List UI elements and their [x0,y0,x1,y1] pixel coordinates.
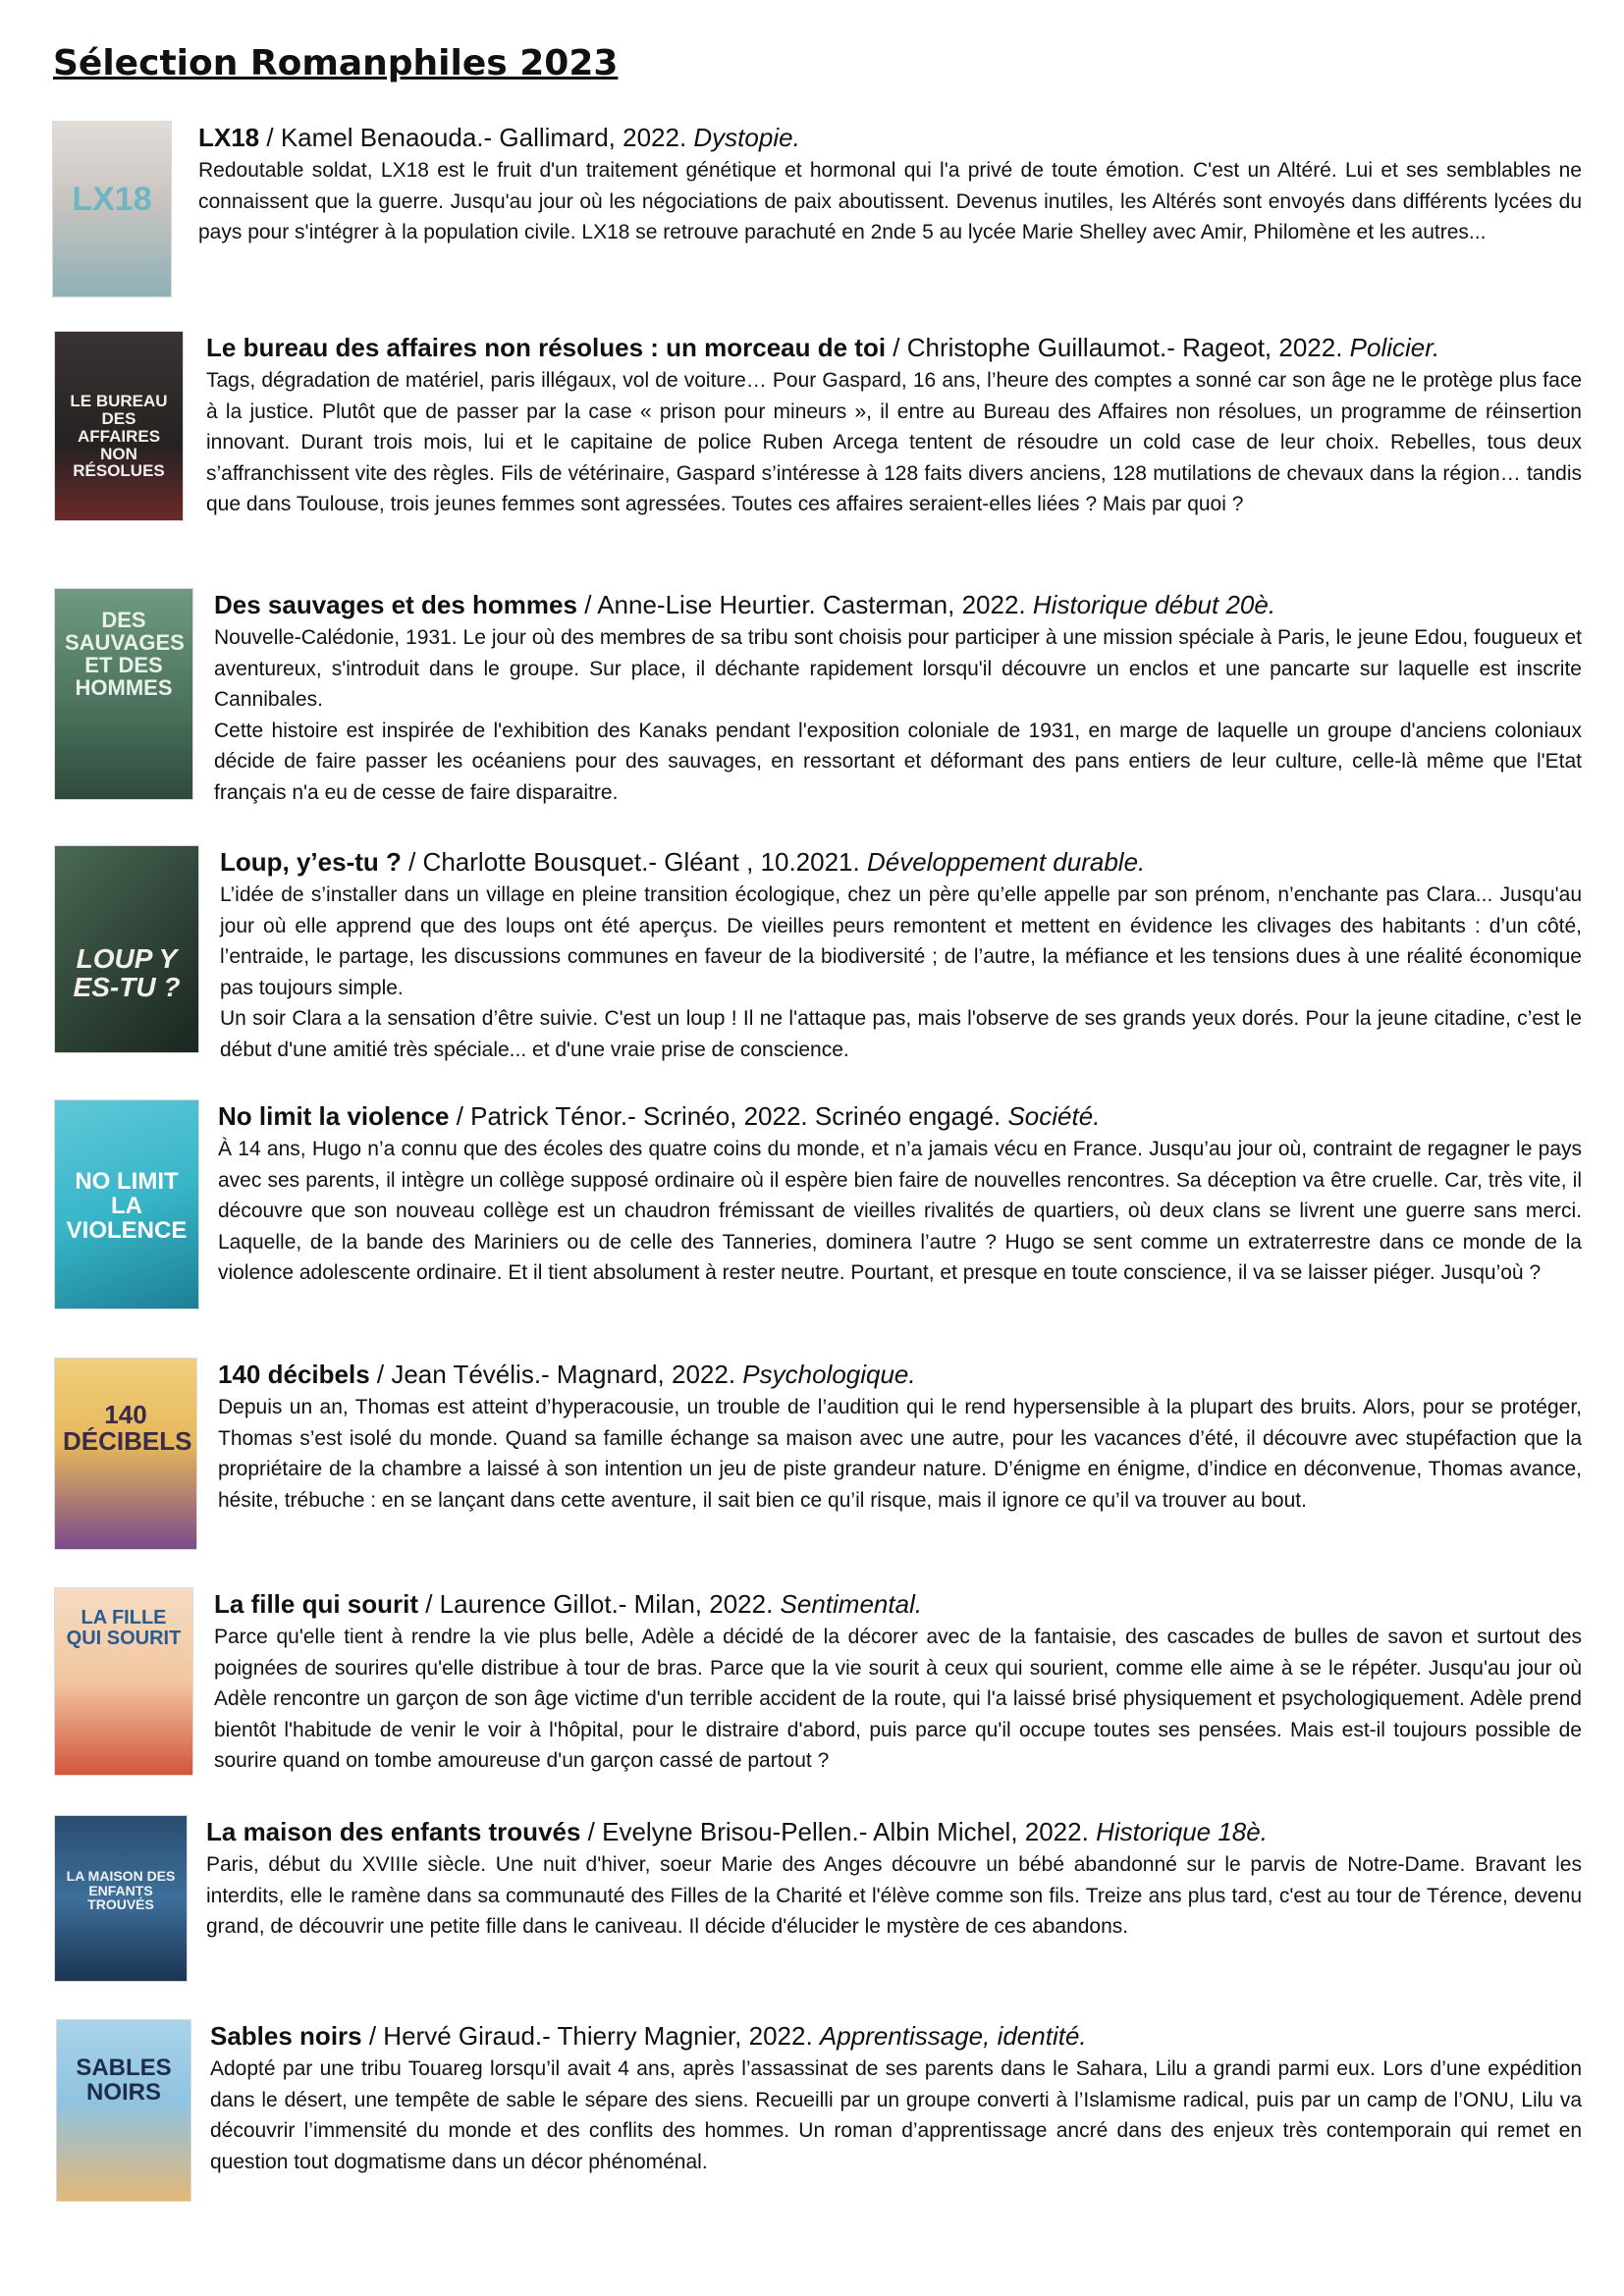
book-cover-title: SABLES NOIRS [76,2055,172,2107]
book-genre: Historique début 20è. [1032,590,1276,619]
book-entry [55,589,1582,809]
book-cover-title: LA FILLE QUI SOURIT [66,1607,182,1649]
book-summary [218,1392,1582,1516]
book-title: Des sauvages et des hommes [214,590,577,619]
book-cover [57,2020,190,2201]
book-genre: Policier. [1349,333,1440,362]
book-heading [218,1100,1582,1132]
book-details: / Jean Tévélis.- Magnard, 2022. [369,1360,743,1389]
book-summary [206,1849,1582,1943]
book-genre: Psychologique. [742,1360,916,1389]
book-entry [55,332,1582,520]
book-text [214,589,1582,809]
book-title: La fille qui sourit [214,1589,419,1619]
book-details: / Hervé Giraud.- Thierry Magnier, 2022. [361,2021,820,2051]
book-cover-title: DES SAUVAGES ET DES HOMMES [65,608,185,701]
book-cover-title: LX18 [72,181,152,218]
book-heading [198,122,1582,153]
book-cover [55,1359,196,1549]
book-summary-paragraph: Adopté par une tribu Touareg lorsqu’il avait 4 ans, après l’assassinat de ses parents dans le Sahara, Lilu a grandi parmi eux. Lors d’une expédition dans le désert, une tempête de sable le sépare des siens. Recueilli par un groupe converti à l’Islamisme radical, puis par un camp de l’ONU, Lilu va découvrir l’immensité du monde et des conflits des hommes. Un roman d’apprentissage ancré dans des enjeux très contemporain qui remet en question tout dogmatisme dans un décor phénoménal. [210,2057,1582,2173]
book-title: No limit la violence [218,1101,450,1131]
book-cover [53,122,171,296]
book-cover-title: LE BUREAU DES AFFAIRES NON RÉSOLUES [70,392,168,481]
book-text [218,1359,1582,1516]
book-cover-title: 140 DÉCIBELS [63,1400,192,1457]
book-entry [55,1816,1582,1981]
book-heading [220,846,1582,878]
book-text [206,1816,1582,1943]
book-text [206,332,1582,520]
book-details: / Laurence Gillot.- Milan, 2022. [418,1589,781,1619]
book-genre: Historique 18è. [1096,1817,1268,1846]
book-summary [206,365,1582,520]
book-summary [210,2054,1582,2177]
book-summary [218,1134,1582,1289]
book-heading [206,1816,1582,1847]
book-cover [55,589,192,799]
book-genre: Développement durable. [866,847,1146,877]
book-text [218,1100,1582,1289]
book-entry [55,1359,1582,1549]
book-details: / Anne-Lise Heurtier. Casterman, 2022. [576,590,1033,619]
book-entry [53,122,1582,296]
book-title: Loup, y’es-tu ? [220,847,402,877]
book-summary-paragraph: Tags, dégradation de matériel, paris illégaux, vol de voiture… Pour Gaspard, 16 ans, l’heure des comptes a sonné car son âge ne le protège plus face à la justice. Plutôt que de passer par la case « prison pour mineurs », il entre au Bureau des Affaires non résolues, un programme de réinsertion innovant. Durant trois mois, lui et le capitaine de police Ruben Arcega tentent de résoudre un cold case de leur choix. Rebelles, tous deux s’affranchissent vite des règles. Fils de vétérinaire, Gaspard s’intéresse à 128 faits divers anciens, 128 mutilations de chevaux dans la région… tandis que dans Toulouse, trois jeunes femmes sont agressées. Toutes ces affaires seraient-elles liées ? Mais par quoi ? [206,369,1582,516]
book-summary-paragraph: L’idée de s’installer dans un village en pleine transition écologique, chez un père qu’elle appelle par son prénom, n’enchante pas Clara... Jusqu'au jour où elle apprend que des loups ont été aperçus. De vieilles peurs remontent et mettent en évidence les clivages des habitants : d’un côté, l’entraide, le partage, les discussions communes en faveur de la biodiversité ; de l’autre, la méfiance et les tensions dues à une réalité économique pas toujours simple. [220,883,1582,999]
book-summary-paragraph: Un soir Clara a la sensation d’être suivie. C'est un loup ! Il ne l'attaque pas, mais l'observe de ses grands yeux dorés. Pour la jeune citadine, c’est le début d'une amitié très spéciale... et d'une vraie prise de conscience. [220,1007,1582,1061]
book-cover-title: NO LIMIT LA VIOLENCE [66,1168,188,1245]
book-cover [55,1100,198,1308]
book-title: LX18 [198,123,260,152]
book-summary-paragraph: Paris, début du XVIIIe siècle. Une nuit d'hiver, soeur Marie des Anges découvre un bébé abandonné sur le parvis de Notre-Dame. Bravant les interdits, elle le ramène dans sa communauté des Filles de la Charité et l'élève comme son fils. Treize ans plus tard, c'est au tour de Térence, devenu grand, de découvrir une petite fille dans le caniveau. Il décide d'élucider le mystère de ces abandons. [206,1853,1582,1939]
book-title: 140 décibels [218,1360,370,1389]
book-details: / Charlotte Bousquet.- Gléant , 10.2021. [401,847,867,877]
book-title: Le bureau des affaires non résolues : un morceau de toi [206,333,887,362]
book-entry [55,1588,1582,1777]
book-title: La maison des enfants trouvés [206,1817,581,1846]
book-genre: Société. [1007,1101,1101,1131]
book-summary-paragraph: À 14 ans, Hugo n’a connu que des écoles des quatre coins du monde, et n’a jamais vécu en France. Jusqu’au jour où, contraint de regagner le pays avec ses parents, il intègre un collège supposé ordinaire où il espère bien faire de nouvelles rencontres. Sa déception va être cruelle. Car, très vite, il découvre que son nouveau collège est un chaudron frémissant de vieilles rivalités de quartiers, où deux clans se livrent une guerre sans merci. Laquelle, de la bande des Mariniers ou de celle des Tanneries, dominera l’autre ? Hugo se sent comme un extraterrestre dans ce monde de la violence adolescente ordinaire. Et il tient absolument à rester neutre. Pourtant, et presque en toute conscience, il va se laisser piéger. Jusqu’où ? [218,1138,1582,1285]
book-cover [55,332,183,520]
book-details: / Kamel Benaouda.- Gallimard, 2022. [259,123,694,152]
book-text [214,1588,1582,1777]
book-genre: Apprentissage, identité. [819,2021,1087,2051]
book-text [210,2020,1582,2177]
book-entry [57,2020,1582,2201]
book-summary-paragraph: Depuis un an, Thomas est atteint d’hyperacousie, un trouble de l’audition qui le rend hypersensible à la plupart des bruits. Alors, pour se protéger, Thomas s’est isolé du monde. Quand sa famille échange sa maison avec une autre, pour les vacances d’été, il découvre avec stupéfaction que la propriétaire de la chambre a laissé à son intention un jeu de piste grandeur nature. D’énigme en énigme, d’indice en déconvenue, Thomas avance, hésite, trébuche : en se lançant dans cette aventure, il sait bien ce qu’il risque, mais il ignore ce qu’il va trouver au bout. [218,1396,1582,1512]
book-summary-paragraph: Parce qu'elle tient à rendre la vie plus belle, Adèle a décidé de la décorer avec de la fantaisie, des cascades de bulles de savon et surtout des poignées de sourires qu'elle distribue à tour de bras. Parce que la vie sourit à ceux qui sourient, comme elle aime à se le répéter. Jusqu'au jour où Adèle rencontre un garçon de son âge victime d'un terrible accident de la route, qui l'a laissé brisé physiquement et psychologiquement. Adèle prend bientôt l'habitude de venir le voir à l'hôpital, pour le distraire d'abord, puis parce qu'il occupe toutes ses pensées. Mais est-il toujours possible de sourire quand on tombe amoureuse d'un garçon cassé de partout ? [214,1626,1582,1773]
book-heading [218,1359,1582,1390]
book-details: / Patrick Ténor.- Scrinéo, 2022. Scrinéo engagé. [449,1101,1008,1131]
book-cover [55,846,198,1052]
book-summary [198,155,1582,248]
book-details: / Evelyne Brisou-Pellen.- Albin Michel, 2022. [580,1817,1097,1846]
book-cover [55,1588,192,1775]
book-text [198,122,1582,248]
book-title: Sables noirs [210,2021,362,2051]
book-summary [214,622,1582,809]
book-heading [210,2020,1582,2052]
book-cover [55,1816,187,1981]
book-details: / Christophe Guillaumot.- Rageot, 2022. [886,333,1350,362]
book-entry [55,846,1582,1066]
book-summary-paragraph: Redoutable soldat, LX18 est le fruit d'un traitement génétique et hormonal qui l'a privé de toute émotion. C'est un Altéré. Lui et ses semblables ne connaissent que la guerre. Jusqu'au jour où les négociations de paix aboutissent. Devenus inutiles, les Altérés sont envoyés dans différents lycées du pays pour s'intégrer à la population civile. LX18 se retrouve parachuté en 2nde 5 au lycée Marie Shelley avec Amir, Philomène et les autres... [198,159,1582,244]
book-heading [214,589,1582,620]
book-cover-title: LA MAISON DES ENFANTS TROUVÉS [66,1868,176,1913]
book-entry [55,1100,1582,1308]
book-summary [214,1622,1582,1777]
book-heading [206,332,1582,363]
book-summary-paragraph: Nouvelle-Calédonie, 1931. Le jour où des membres de sa tribu sont choisis pour participer à une mission spéciale à Paris, le jeune Edou, fougueux et aventureux, s'introduit dans le groupe. Sur place, il déchante rapidement lorsqu'il découvre un enclos et une pancarte sur laquelle est inscrite Cannibales. [214,626,1582,712]
page-title: Sélection Romanphiles 2023 [53,43,619,83]
book-genre: Sentimental. [780,1589,923,1619]
book-summary [220,880,1582,1066]
book-summary-paragraph: Cette histoire est inspirée de l'exhibition des Kanaks pendant l'exposition coloniale de 1931, en marge de laquelle un groupe d'anciens coloniaux décide de faire passer les océaniens pour des sauvages, en ressortant et déformant des pans entiers de leur culture, celle-là même que l'Etat français n'a eu de cesse de faire disparaitre. [214,719,1582,804]
book-text [220,846,1582,1066]
book-heading [214,1588,1582,1620]
book-cover-title: LOUP Y ES-TU ? [73,943,181,1003]
book-genre: Dystopie. [693,123,800,152]
